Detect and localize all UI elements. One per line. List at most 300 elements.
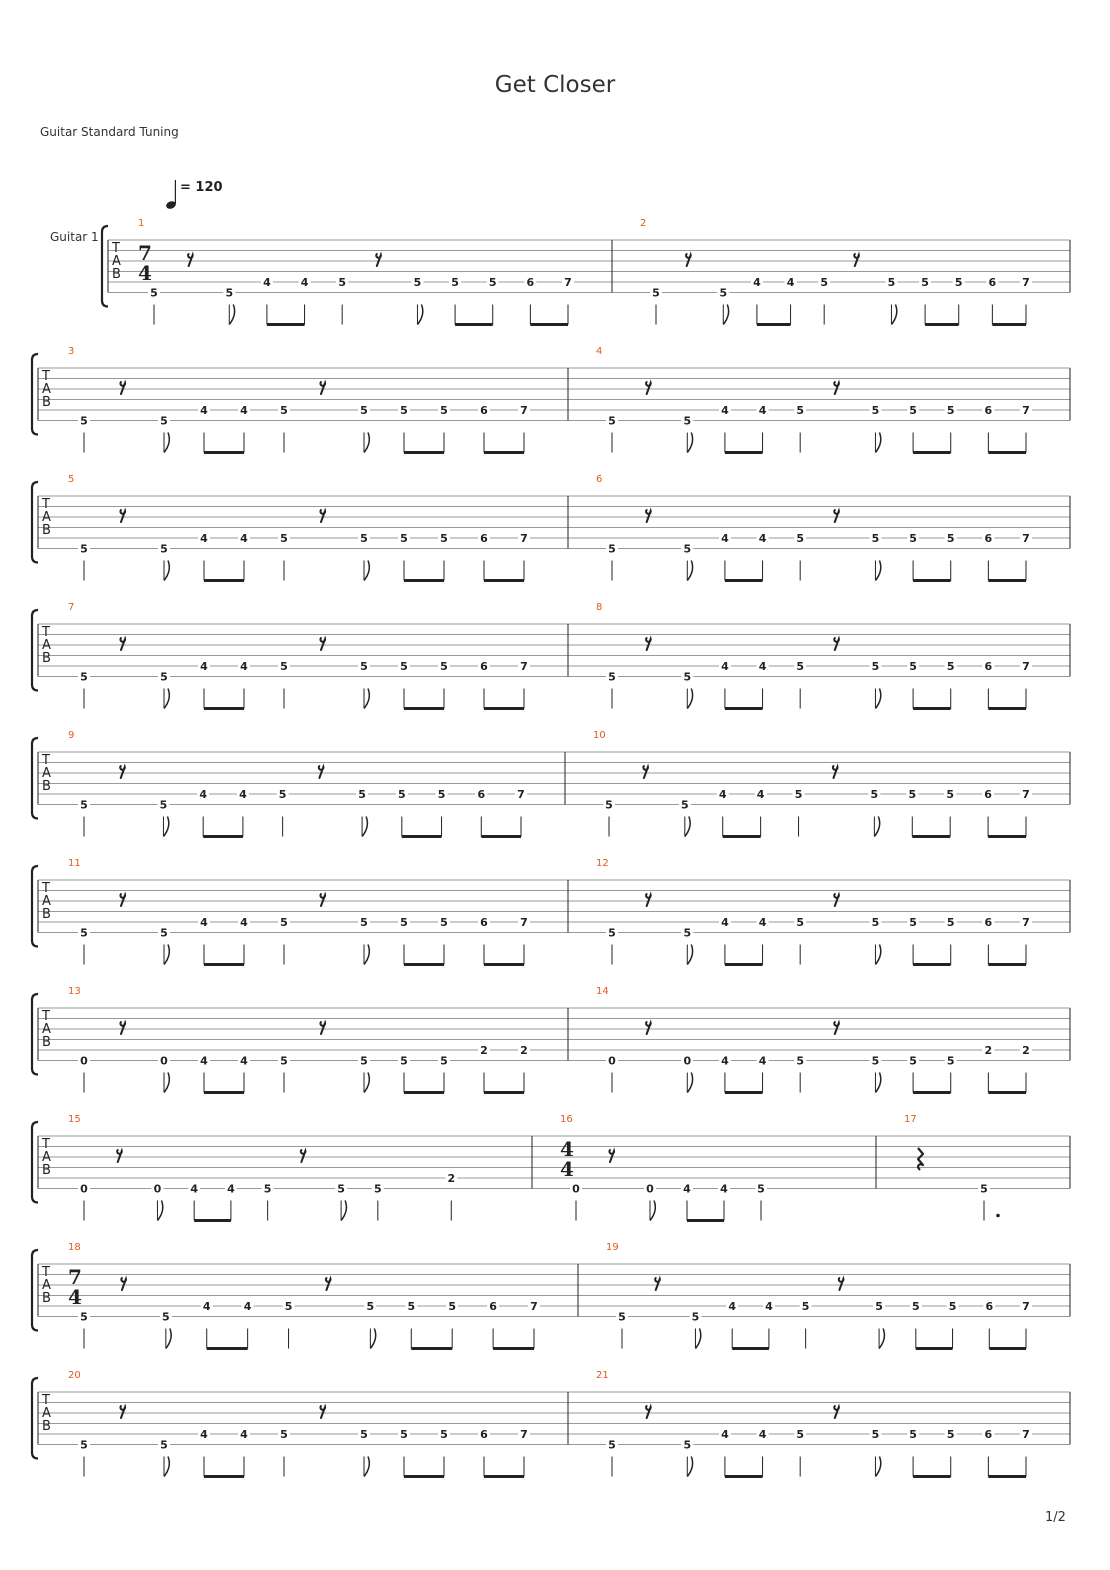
fret-number: 7: [1022, 276, 1030, 289]
eighth-rest: [834, 1406, 839, 1418]
measure-number: 14: [596, 986, 609, 997]
fret-number: 5: [440, 1054, 448, 1068]
fret-number: 5: [909, 1428, 917, 1441]
eighth-flag: [875, 1073, 880, 1093]
fret-number: 7: [520, 660, 528, 673]
eighth-rest: [320, 1406, 325, 1418]
tab-clef-letter: A: [42, 1150, 51, 1165]
eighth-flag: [341, 1201, 346, 1221]
eighth-rest: [320, 1022, 325, 1034]
eighth-rest: [120, 1022, 125, 1034]
fret-number: 5: [946, 916, 955, 929]
fret-number: 4: [240, 660, 248, 673]
system-bracket: [32, 738, 38, 819]
fret-number: 5: [871, 916, 880, 929]
eighth-rest: [646, 638, 651, 650]
eighth-rest: [834, 382, 839, 394]
fret-number: 5: [400, 916, 408, 929]
fret-number: 5: [608, 542, 616, 556]
fret-number: 5: [605, 798, 613, 812]
tab-clef-letter: T: [42, 1393, 50, 1408]
fret-number: 5: [820, 276, 829, 289]
eighth-rest: [121, 1278, 126, 1290]
measure-number: 1: [138, 218, 145, 229]
fret-number: 4: [758, 404, 767, 417]
fret-number: 7: [1022, 660, 1030, 673]
fret-number: 5: [909, 916, 917, 929]
fret-number: 5: [358, 788, 366, 801]
fret-number: 5: [80, 414, 88, 428]
system-bracket: [32, 1250, 38, 1331]
fret-number: 4: [243, 1300, 252, 1313]
measure-number: 4: [596, 346, 603, 357]
tab-clef-letter: T: [42, 881, 50, 896]
fret-number: 5: [397, 788, 406, 801]
fret-number: 5: [796, 404, 805, 417]
fret-number: 5: [680, 798, 689, 812]
fret-number: 4: [300, 276, 309, 289]
fret-number: 5: [887, 276, 896, 289]
fret-number: 5: [80, 542, 88, 556]
fret-number: 5: [946, 1428, 955, 1441]
eighth-flag: [879, 1329, 884, 1349]
fret-number: 5: [400, 532, 408, 545]
eighth-rest: [319, 766, 324, 778]
fret-number: 5: [150, 286, 158, 300]
fret-number: 5: [871, 404, 880, 417]
fret-number: 5: [652, 286, 660, 300]
measure-number: 18: [68, 1242, 81, 1253]
fret-number: 5: [870, 788, 879, 801]
measure-number: 2: [640, 218, 647, 229]
eighth-flag: [417, 305, 422, 325]
fret-number: 4: [239, 788, 247, 801]
eighth-flag: [164, 1457, 169, 1477]
fret-number: 5: [909, 660, 917, 673]
eighth-rest: [834, 510, 839, 522]
tab-clef-letter: A: [42, 1022, 51, 1037]
measure-number: 15: [68, 1114, 81, 1125]
fret-number: 5: [871, 1428, 880, 1441]
fret-number: 7: [1022, 404, 1030, 417]
eighth-flag: [687, 945, 692, 965]
fret-number: 4: [202, 1300, 211, 1313]
eighth-rest: [646, 382, 651, 394]
fret-number: 5: [366, 1300, 375, 1313]
fret-number: 5: [161, 1310, 170, 1324]
fret-number: 4: [683, 1182, 691, 1196]
eighth-rest: [120, 638, 125, 650]
fret-number: 5: [160, 542, 168, 556]
fret-number: 5: [871, 1054, 880, 1068]
tab-clef-letter: T: [42, 625, 50, 640]
fret-number: 5: [437, 788, 446, 801]
fret-number: 4: [263, 276, 271, 289]
tab-clef-letter: T: [42, 497, 50, 512]
fret-number: 5: [160, 1438, 168, 1452]
fret-number: 5: [278, 788, 287, 801]
fret-number: 4: [200, 404, 208, 417]
eighth-flag: [164, 945, 169, 965]
eighth-flag: [685, 817, 690, 837]
system-bracket: [32, 1122, 38, 1203]
fret-number: 5: [338, 276, 347, 289]
fret-number: 6: [480, 404, 488, 417]
fret-number: 5: [400, 660, 408, 673]
fret-number: 5: [796, 532, 805, 545]
eighth-flag: [166, 1329, 171, 1349]
fret-number: 4: [190, 1182, 199, 1196]
fret-number: 4: [200, 1054, 208, 1068]
tab-clef-letter: A: [42, 766, 51, 781]
fret-number: 2: [447, 1172, 456, 1185]
fret-number: 4: [240, 1428, 248, 1441]
time-signature-top: 4: [560, 1137, 574, 1161]
measure-number: 8: [596, 602, 603, 613]
fret-number: 5: [796, 660, 805, 673]
tab-clef-letter: B: [42, 907, 51, 922]
tab-clef-letter: A: [42, 894, 51, 909]
fret-number: 4: [718, 788, 727, 801]
fret-number: 4: [721, 532, 729, 545]
measure-number: 20: [68, 1370, 81, 1381]
system-bracket: [32, 482, 38, 563]
fret-number: 5: [440, 532, 448, 545]
fret-number: 0: [160, 1054, 168, 1068]
fret-number: 7: [520, 916, 528, 929]
fret-number: 5: [796, 1054, 805, 1068]
system-bracket: [32, 610, 38, 691]
eighth-flag: [687, 433, 692, 453]
fret-number: 5: [80, 670, 88, 684]
eighth-flag: [695, 1329, 700, 1349]
fret-number: 5: [946, 660, 955, 673]
fret-number: 7: [1022, 788, 1030, 801]
eighth-rest: [120, 510, 125, 522]
tab-clef-letter: B: [112, 267, 121, 282]
fret-number: 5: [440, 660, 448, 673]
fret-number: 5: [280, 532, 288, 545]
time-signature-bottom: 4: [68, 1285, 82, 1309]
fret-number: 6: [477, 788, 486, 801]
eighth-rest: [609, 1150, 614, 1162]
fret-number: 5: [608, 1438, 616, 1452]
fret-number: 5: [875, 1300, 883, 1313]
fret-number: 7: [564, 276, 572, 289]
eighth-flag: [687, 1457, 692, 1477]
eighth-rest: [301, 1150, 306, 1162]
fret-number: 5: [946, 788, 955, 801]
measure-number: 11: [68, 858, 81, 869]
tab-clef-letter: B: [42, 651, 51, 666]
fret-number: 7: [1022, 1428, 1030, 1441]
measure-number: 7: [68, 602, 75, 613]
eighth-rest: [839, 1278, 844, 1290]
eighth-flag: [875, 1457, 880, 1477]
fret-number: 6: [988, 276, 997, 289]
time-signature-bottom: 4: [560, 1157, 574, 1181]
eighth-flag: [370, 1329, 375, 1349]
system-bracket: [102, 226, 108, 307]
page-number: 1/2: [1045, 1510, 1066, 1525]
eighth-flag: [229, 305, 234, 325]
fret-number: 5: [488, 276, 497, 289]
fret-number: 4: [199, 788, 208, 801]
fret-number: 4: [728, 1300, 737, 1313]
eighth-flag: [364, 1457, 369, 1477]
fret-number: 4: [758, 916, 767, 929]
fret-number: 5: [280, 1428, 288, 1441]
eighth-rest: [646, 510, 651, 522]
eighth-rest: [120, 766, 125, 778]
fret-number: 5: [284, 1300, 293, 1313]
eighth-flag: [875, 433, 880, 453]
eighth-rest: [120, 894, 125, 906]
eighth-flag: [875, 561, 880, 581]
fret-number: 7: [520, 404, 528, 417]
fret-number: 4: [758, 660, 767, 673]
eighth-flag: [687, 561, 692, 581]
fret-number: 6: [489, 1300, 497, 1313]
tab-clef-letter: A: [42, 1406, 51, 1421]
eighth-flag: [364, 945, 369, 965]
fret-number: 5: [159, 798, 168, 812]
tab-clef-letter: B: [42, 1035, 51, 1050]
eighth-rest: [854, 254, 859, 266]
fret-number: 5: [160, 926, 168, 940]
fret-number: 5: [360, 1428, 368, 1441]
fret-number: 5: [280, 916, 288, 929]
fret-number: 6: [480, 1428, 488, 1441]
eighth-rest: [834, 894, 839, 906]
fret-number: 5: [80, 1310, 88, 1324]
fret-number: 4: [758, 1054, 767, 1068]
fret-number: 5: [440, 404, 448, 417]
fret-number: 5: [948, 1300, 957, 1313]
eighth-flag: [164, 1073, 169, 1093]
fret-number: 4: [200, 660, 208, 673]
tab-clef-letter: A: [42, 510, 51, 525]
tab-clef-letter: A: [42, 382, 51, 397]
eighth-rest: [686, 254, 691, 266]
fret-number: 5: [440, 1428, 448, 1441]
fret-number: 4: [721, 660, 729, 673]
fret-number: 0: [608, 1054, 616, 1068]
time-signature-top: 7: [138, 241, 152, 265]
fret-number: 5: [407, 1300, 416, 1313]
fret-number: 6: [480, 532, 488, 545]
eighth-rest: [120, 1406, 125, 1418]
measure-number: 9: [68, 730, 75, 741]
fret-number: 5: [757, 1182, 765, 1196]
measure-number: 16: [560, 1114, 573, 1125]
eighth-rest: [646, 894, 651, 906]
fret-number: 7: [1022, 916, 1030, 929]
eighth-rest: [320, 382, 325, 394]
fret-number: 5: [909, 404, 917, 417]
fret-number: 4: [200, 916, 208, 929]
system-bracket: [32, 994, 38, 1075]
fret-number: 5: [160, 414, 168, 428]
fret-number: 5: [691, 1310, 700, 1324]
fret-number: 4: [240, 404, 248, 417]
eighth-rest: [326, 1278, 331, 1290]
fret-number: 7: [1022, 1300, 1030, 1313]
eighth-rest: [834, 1022, 839, 1034]
fret-number: 5: [911, 1300, 920, 1313]
fret-number: 5: [337, 1182, 345, 1196]
fret-number: 5: [400, 404, 408, 417]
fret-number: 5: [263, 1182, 272, 1196]
tab-clef-letter: B: [42, 1163, 51, 1178]
fret-number: 5: [280, 404, 288, 417]
fret-number: 4: [227, 1182, 235, 1196]
eighth-flag: [164, 689, 169, 709]
instrument-name: Guitar 1: [50, 230, 99, 244]
eighth-rest: [643, 766, 648, 778]
fret-number: 5: [719, 286, 728, 300]
fret-number: 4: [756, 788, 765, 801]
eighth-flag: [364, 1073, 369, 1093]
fret-number: 5: [921, 276, 929, 289]
fret-number: 4: [721, 1054, 729, 1068]
fret-number: 5: [280, 660, 288, 673]
fret-number: 5: [946, 532, 955, 545]
tab-clef-letter: B: [42, 1291, 51, 1306]
fret-number: 6: [480, 660, 488, 673]
fret-number: 6: [984, 404, 993, 417]
fret-number: 4: [758, 532, 767, 545]
fret-number: 5: [683, 670, 692, 684]
fret-number: 7: [1022, 532, 1030, 545]
fret-number: 5: [683, 1438, 692, 1452]
fret-number: 2: [520, 1044, 528, 1057]
tab-clef-letter: B: [42, 1419, 51, 1434]
eighth-flag: [874, 817, 879, 837]
fret-number: 5: [448, 1300, 457, 1313]
eighth-flag: [164, 561, 169, 581]
tab-clef-letter: T: [42, 369, 50, 384]
fret-number: 6: [480, 916, 488, 929]
fret-number: 4: [240, 916, 248, 929]
eighth-flag: [891, 305, 896, 325]
measure-number: 5: [68, 474, 75, 485]
fret-number: 4: [721, 404, 729, 417]
fret-number: 4: [240, 1054, 248, 1068]
fret-number: 5: [871, 660, 880, 673]
tab-clef-letter: T: [42, 1265, 50, 1280]
fret-number: 5: [683, 414, 692, 428]
fret-number: 5: [400, 1428, 408, 1441]
fret-number: 5: [796, 916, 805, 929]
fret-number: 7: [520, 532, 528, 545]
fret-number: 5: [80, 926, 88, 940]
fret-number: 5: [618, 1310, 626, 1324]
fret-number: 4: [758, 1428, 767, 1441]
eighth-flag: [362, 817, 367, 837]
system-bracket: [32, 354, 38, 435]
fret-number: 4: [753, 276, 761, 289]
measure-number: 21: [596, 1370, 609, 1381]
fret-number: 4: [786, 276, 795, 289]
fret-number: 2: [480, 1044, 488, 1057]
measure-number: 12: [596, 858, 609, 869]
tab-clef-letter: T: [42, 1137, 50, 1152]
eighth-flag: [364, 433, 369, 453]
time-signature-bottom: 4: [138, 261, 152, 285]
measure-number: 17: [904, 1114, 917, 1125]
tab-clef-letter: B: [42, 395, 51, 410]
fret-number: 5: [80, 1438, 88, 1452]
fret-number: 5: [954, 276, 963, 289]
eighth-flag: [875, 689, 880, 709]
tab-clef-letter: A: [42, 1278, 51, 1293]
eighth-rest: [117, 1150, 122, 1162]
fret-number: 4: [240, 532, 248, 545]
system-bracket: [32, 866, 38, 947]
fret-number: 5: [946, 404, 955, 417]
fret-number: 5: [280, 1054, 288, 1068]
eighth-rest: [834, 638, 839, 650]
eighth-flag: [687, 1073, 692, 1093]
fret-number: 5: [608, 414, 616, 428]
tuning-label: Guitar Standard Tuning: [40, 125, 179, 139]
fret-number: 5: [908, 788, 917, 801]
fret-number: 6: [984, 660, 993, 673]
fret-number: 5: [360, 404, 368, 417]
eighth-flag: [364, 561, 369, 581]
eighth-flag: [723, 305, 728, 325]
fret-number: 4: [200, 1428, 208, 1441]
fret-number: 4: [720, 1182, 728, 1196]
fret-number: 5: [360, 916, 368, 929]
tab-clef-letter: B: [42, 779, 51, 794]
fret-number: 4: [200, 532, 208, 545]
eighth-flag: [157, 1201, 162, 1221]
eighth-rest: [646, 1406, 651, 1418]
fret-number: 5: [225, 286, 234, 300]
fret-number: 5: [160, 670, 168, 684]
eighth-rest: [655, 1278, 660, 1290]
fret-number: 5: [360, 532, 368, 545]
measure-number: 13: [68, 986, 81, 997]
measure-number: 19: [606, 1242, 619, 1253]
fret-number: 5: [400, 1054, 408, 1068]
eighth-rest: [320, 510, 325, 522]
tab-clef-letter: T: [42, 1009, 50, 1024]
fret-number: 7: [530, 1300, 538, 1313]
eighth-rest: [376, 254, 381, 266]
fret-number: 5: [683, 926, 692, 940]
tab-clef-letter: T: [112, 241, 120, 256]
tab-clef-letter: T: [42, 753, 50, 768]
fret-number: 6: [984, 916, 993, 929]
measure-number: 6: [596, 474, 603, 485]
fret-number: 4: [721, 916, 729, 929]
fret-number: 5: [871, 532, 880, 545]
fret-number: 5: [413, 276, 422, 289]
fret-number: 2: [984, 1044, 993, 1057]
eighth-rest: [320, 894, 325, 906]
tab-clef-letter: A: [42, 638, 51, 653]
time-signature-top: 7: [68, 1265, 82, 1289]
fret-number: 5: [608, 926, 616, 940]
fret-number: 5: [80, 798, 88, 812]
fret-number: 4: [765, 1300, 773, 1313]
quarter-rest: [918, 1148, 923, 1170]
augmentation-dot: [996, 1214, 1000, 1218]
eighth-flag: [875, 945, 880, 965]
